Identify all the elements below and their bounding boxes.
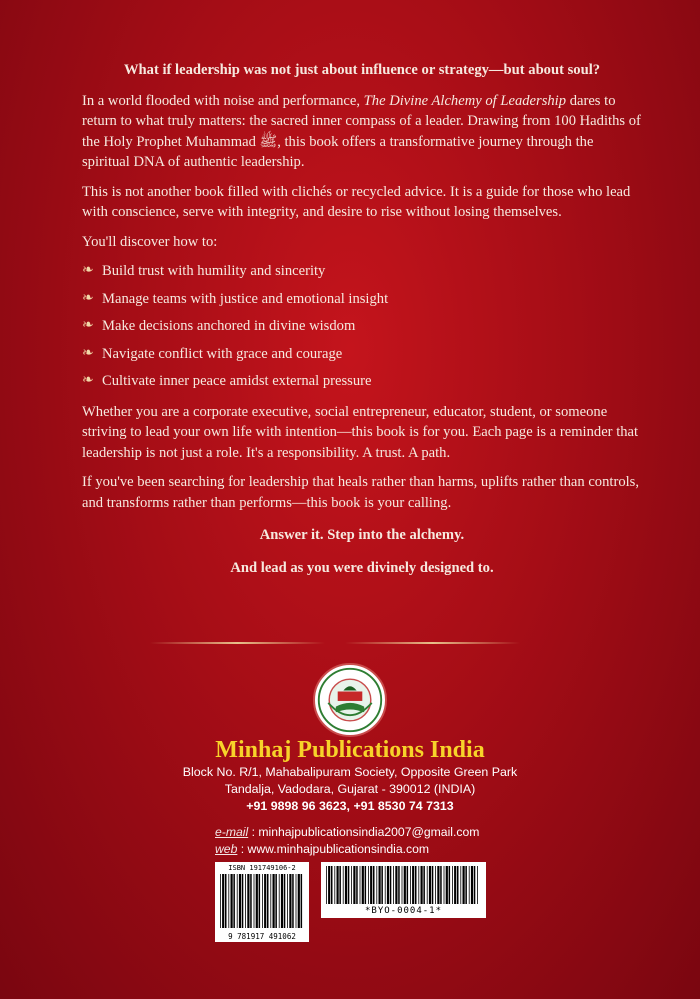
leaf-bullet-icon: ❧ bbox=[82, 290, 94, 306]
list-item bbox=[82, 316, 642, 337]
bullet-text: Cultivate inner peace amidst external pressure bbox=[102, 373, 372, 389]
phone-numbers: +91 9898 96 3623, +91 8530 74 7313 bbox=[246, 799, 454, 813]
email-label: e-mail bbox=[215, 825, 249, 839]
benefit-list bbox=[82, 261, 642, 392]
list-item bbox=[82, 261, 642, 282]
stock-barcode-bars bbox=[326, 866, 481, 904]
address-line-2: Tandalja, Vadodara, Gujarat - 390012 (INDIA) bbox=[224, 782, 476, 796]
ornamental-divider-right bbox=[345, 642, 520, 644]
list-item bbox=[82, 371, 642, 392]
isbn-barcode bbox=[215, 862, 309, 942]
publisher-seal-icon bbox=[315, 665, 385, 735]
publisher-logo bbox=[313, 663, 387, 737]
blurb-paragraph-1 bbox=[82, 91, 642, 173]
isbn-barcode-bars bbox=[220, 874, 304, 928]
leaf-bullet-icon: ❧ bbox=[82, 318, 94, 333]
bullet-text: Build trust with humility and sincerity bbox=[102, 263, 326, 279]
isbn-number: 9 781917 491062 bbox=[228, 932, 296, 941]
bullets-intro: You'll discover how to: bbox=[82, 233, 218, 250]
email-line: e-mail : minhajpublicationsindia2007@gmail.com bbox=[215, 825, 480, 839]
bullet-text: Navigate conflict with grace and courage bbox=[102, 345, 343, 362]
list-item bbox=[82, 344, 642, 365]
stock-barcode bbox=[321, 862, 486, 918]
website-link[interactable]: www.minhajpublicationsindia.com bbox=[247, 842, 430, 856]
leaf-bullet-icon: ❧ bbox=[82, 345, 94, 361]
blurb-headline: What if leadership was not just about influence or strategy—but about soul? bbox=[123, 62, 601, 78]
bullet-text: Manage teams with justice and emotional insight bbox=[102, 290, 389, 307]
publisher-name: Minhaj Publications India bbox=[215, 737, 485, 763]
book-blurb bbox=[82, 60, 642, 587]
leaf-bullet-icon: ❧ bbox=[82, 373, 94, 388]
stock-code: *BYO-0004-1* bbox=[364, 906, 443, 916]
p1-start: In a world flooded with noise and performance, bbox=[82, 92, 364, 109]
web-line: web : www.minhajpublicationsindia.com bbox=[215, 842, 430, 856]
p1-end: dares to return to what truly matters: the sacred inner compass of a leader. Drawing from 100 Hadiths of the Holy Prophet Muhammad ﷺ, this book offers a transformative journey through the spiritual DNA of authentic leadership. bbox=[82, 92, 641, 170]
web-label: web bbox=[215, 842, 238, 856]
leaf-bullet-icon: ❧ bbox=[82, 263, 94, 278]
email-address[interactable]: minhajpublicationsindia2007@gmail.com bbox=[258, 825, 480, 839]
bullet-text: Make decisions anchored in divine wisdom bbox=[102, 318, 356, 334]
blurb-paragraph-2: This is not another book filled with clichés or recycled advice. It is a guide for those who lead with conscience, serve with integrity, and desire to rise without losing themselves. bbox=[82, 183, 631, 220]
list-item bbox=[82, 289, 642, 310]
ornamental-divider-left bbox=[150, 642, 325, 644]
address-line-1: Block No. R/1, Mahabalipuram Society, Opposite Green Park bbox=[182, 765, 518, 779]
isbn-label: ISBN 191749106-2 bbox=[228, 864, 296, 872]
closing-line-1: Answer it. Step into the alchemy. bbox=[259, 527, 465, 543]
closing-line-2: And lead as you were divinely designed to. bbox=[230, 559, 494, 576]
book-title: The Divine Alchemy of Leadership bbox=[363, 92, 567, 109]
blurb-paragraph-4: If you've been searching for leadership that heals rather than harms, uplifts rather than controls, and transforms rather than performs—this book is your calling. bbox=[82, 474, 639, 511]
blurb-paragraph-3: Whether you are a corporate executive, social entrepreneur, educator, student, or someone striving to lead your own life with intention—this book is for you. Each page is a reminder that leadership is not just a role. It's a responsibility. A trust. A path. bbox=[82, 403, 639, 461]
